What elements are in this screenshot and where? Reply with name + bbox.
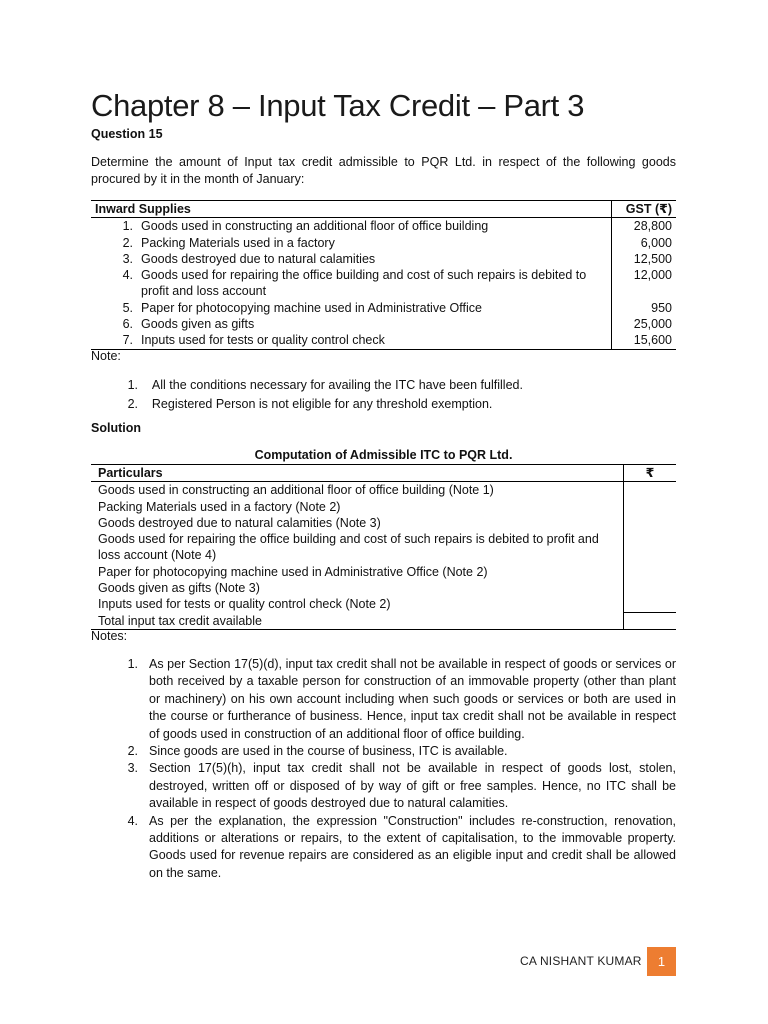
table-row (91, 251, 676, 267)
table-row (91, 300, 676, 316)
table-row (91, 580, 676, 596)
list-item-number: 2. (127, 744, 138, 759)
list-item-text: Registered Person is not eligible for any threshold exemption. (151, 397, 493, 411)
row-amount: 950 (612, 300, 677, 316)
row-number: 1. (122, 219, 133, 234)
column-header-inward-supplies: Inward Supplies (91, 201, 612, 218)
row-description: Paper for photocopying machine used in Administrative Office (141, 300, 482, 315)
list-item-text: Section 17(5)(h), input tax credit shall not be available in respect of goods lost, stolen, destroyed, written off or disposed of by way of gift or free samples. Hence, no ITC shall be available in respect of goods destroyed due to natural calamities. (149, 761, 676, 811)
table-row (91, 267, 676, 300)
table-row (91, 531, 676, 564)
row-description: Goods destroyed due to natural calamities (141, 251, 376, 266)
particular-text: Goods used in constructing an additional floor of office building (Note 1) (98, 483, 494, 498)
table-row (91, 316, 676, 332)
list-item (91, 813, 676, 883)
solution-heading: Solution (91, 421, 141, 435)
list-item-text: Since goods are used in the course of business, ITC is available. (149, 744, 508, 759)
note-label: Note: (91, 349, 121, 363)
computation-table (91, 464, 676, 630)
particular-text: Packing Materials used in a factory (Note 2) (98, 499, 341, 514)
list-item (91, 656, 676, 743)
particular-text: Paper for photocopying machine used in Administrative Office (Note 2) (98, 564, 488, 579)
column-header-particulars: Particulars (91, 465, 624, 482)
table-row (91, 499, 676, 515)
table-row (91, 218, 676, 235)
row-description: Packing Materials used in a factory (141, 235, 335, 250)
table-row (91, 596, 676, 612)
footer-author: CA NISHANT KUMAR (520, 954, 642, 968)
particular-text: Goods given as gifts (Note 3) (98, 581, 260, 596)
row-number: 7. (122, 333, 133, 348)
list-item (91, 760, 676, 812)
conditions-list (91, 376, 523, 414)
row-number: 6. (122, 317, 133, 332)
row-description: Goods given as gifts (141, 317, 255, 332)
row-amount: 28,800 (612, 218, 677, 235)
question-heading: Question 15 (91, 127, 163, 141)
page-title: Chapter 8 – Input Tax Credit – Part 3 (91, 88, 585, 123)
list-item-number: 1. (127, 657, 138, 671)
row-description: Inputs used for tests or quality control check (141, 333, 385, 348)
list-item (91, 376, 523, 395)
table-row (91, 515, 676, 531)
table-row (91, 482, 676, 499)
page-number-badge: 1 (647, 947, 676, 976)
row-description: Goods used for repairing the office building and cost of such repairs is debited to profit and loss account (141, 268, 587, 299)
inward-supplies-table (91, 200, 676, 350)
row-amount: 15,600 (612, 332, 677, 349)
table-header-row (91, 201, 676, 218)
table-row (91, 332, 676, 349)
row-number: 2. (122, 235, 133, 250)
question-text: Determine the amount of Input tax credit admissible to PQR Ltd. in respect of the following goods procured by it in the month of January: (91, 155, 676, 186)
list-item-number: 2. (127, 397, 138, 411)
list-item-text: As per Section 17(5)(d), input tax credit shall not be available in respect of goods or services or both received by a taxable person for construction of an immovable property (other than plant or machinery) on his own account including when such goods or services or both are used in the course or furtherance of business. Hence, input tax credit shall not be available in respect of goods used in construction of an additional floor of office building. (149, 657, 676, 741)
particular-text: Inputs used for tests or quality control check (Note 2) (98, 597, 391, 612)
table-row (91, 564, 676, 580)
total-label: Total input tax credit available (91, 613, 624, 630)
list-item-text: As per the explanation, the expression "Construction" includes re-construction, renovation, additions or alterations or repairs, to the extent of capitalisation, to the immovable property. Goods used for revenue repairs are considered as an eligible input and credit shall be allowed on the same. (149, 813, 676, 880)
row-description: Goods used in constructing an additional floor of office building (141, 219, 489, 234)
row-number: 3. (122, 251, 133, 266)
row-amount: 12,000 (612, 267, 677, 300)
row-number: 5. (122, 300, 133, 315)
amount-cell (624, 482, 677, 613)
table-header-row (91, 465, 676, 482)
row-number: 4. (122, 268, 133, 283)
table-row (91, 235, 676, 251)
notes-label: Notes: (91, 629, 128, 643)
list-item (91, 743, 676, 760)
list-item-number: 4. (127, 813, 138, 828)
column-header-rupee: ₹ (624, 465, 677, 482)
total-amount-cell (624, 613, 677, 630)
list-item-number: 3. (127, 761, 138, 776)
list-item-number: 1. (127, 378, 138, 392)
column-header-gst: GST (₹) (612, 201, 677, 218)
computation-title: Computation of Admissible ITC to PQR Ltd. (254, 448, 513, 462)
list-item-text: All the conditions necessary for availing the ITC have been fulfilled. (151, 378, 523, 392)
row-amount: 25,000 (612, 316, 677, 332)
notes-list (91, 656, 676, 882)
total-row (91, 613, 676, 630)
particular-text: Goods used for repairing the office building and cost of such repairs is debited to profit and loss account (Note 4) (98, 532, 599, 563)
particular-text: Goods destroyed due to natural calamities (Note 3) (98, 515, 381, 530)
row-amount: 6,000 (612, 235, 677, 251)
row-amount: 12,500 (612, 251, 677, 267)
list-item (91, 395, 523, 414)
